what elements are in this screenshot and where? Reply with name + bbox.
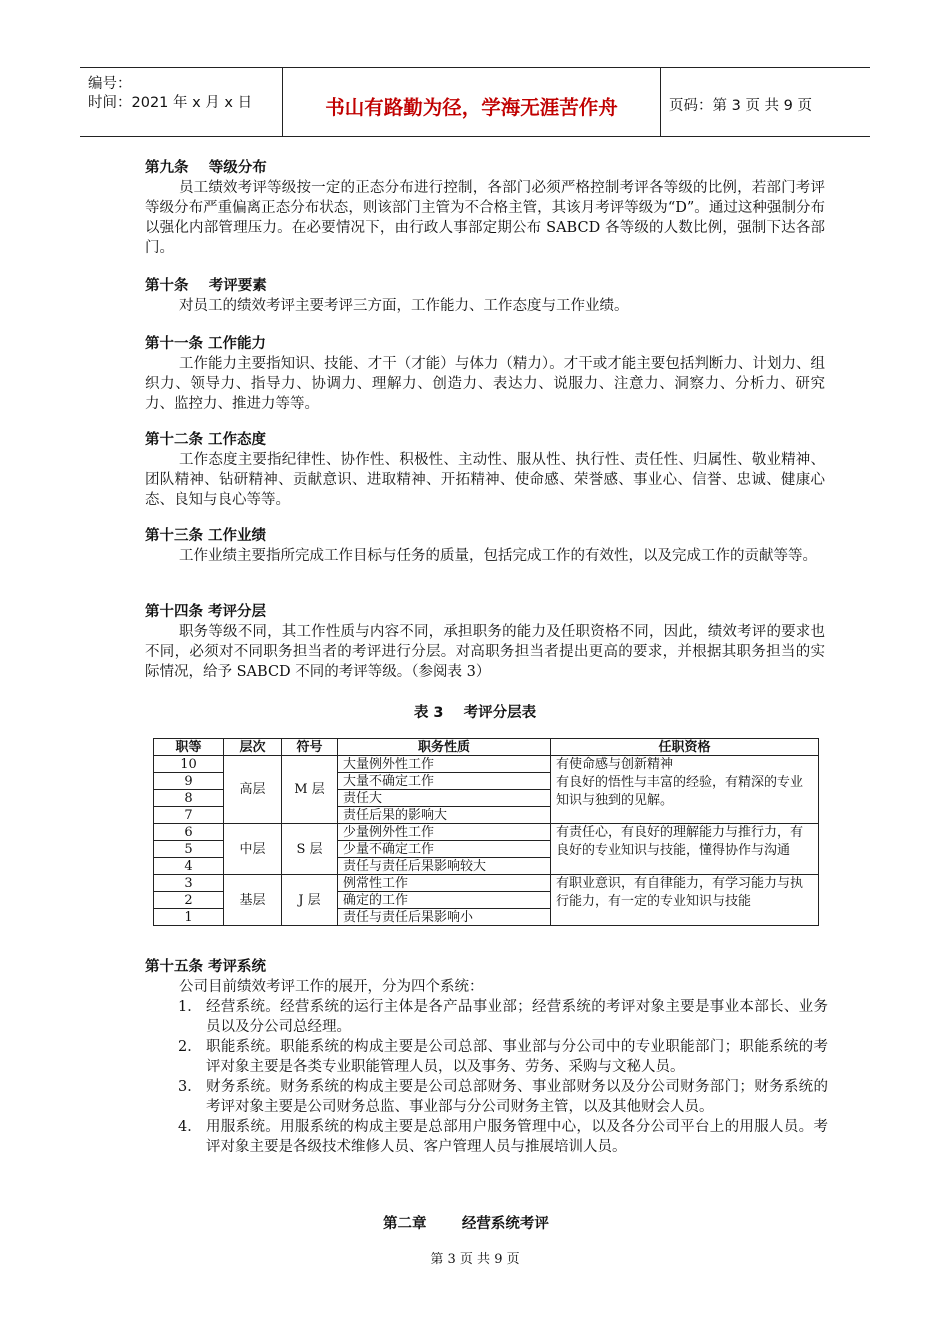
grade-cell: 8 — [154, 790, 224, 807]
list-item-number: 4． — [178, 1119, 202, 1135]
requirement-cell: 有责任心，有良好的理解能力与推行力，有良好的专业知识与技能，懂得协作与沟通 — [551, 824, 819, 875]
article-11 — [145, 334, 825, 414]
page-number-label: 页码：第 3 页 共 9 页 — [669, 98, 812, 114]
nature-cell: 确定的工作 — [338, 892, 551, 909]
nature-cell: 责任与责任后果影响小 — [338, 909, 551, 926]
article-14-body: 职务等级不同，其工作性质与内容不同，承担职务的能力及任职资格不同，因此，绩效考评的要求也不同，必须对不同职务担当者的考评进行分层。对高职务担当者提出更高的要求，并根据其职务担当的实际情况，给予 SABCD 不同的考评等级。（参阅表 3） — [145, 624, 825, 680]
motto: 书山有路勤为径，学海无涯苦作舟 — [325, 96, 618, 119]
table-title: 表 3 考评分层表 — [413, 705, 537, 721]
list-item-text: 职能系统。职能系统的构成主要是公司总部、事业部与分公司中的专业职能部门；职能系统的考评对象主要是各类专业职能管理人员，以及事务、劳务、采购与文秘人员。 — [206, 1039, 828, 1075]
level-cell: 中层 — [224, 824, 282, 875]
article-10-body: 对员工的绩效考评主要考评三方面，工作能力、工作态度与工作业绩。 — [179, 298, 629, 314]
article-9-title: 第九条 等级分布 — [145, 160, 267, 176]
nature-cell: 大量不确定工作 — [338, 773, 551, 790]
article-9-body: 员工绩效考评等级按一定的正态分布进行控制，各部门必须严格控制考评各等级的比例，若部门考评等级分布严重偏离正态分布状态，则该部门主管为不合格主管，其该月考评等级为“D”。通过这种强制分布以强化内部管理压力。在必要情况下，由行政人事部定期公布 SABCD 各等级的人数比例，强制下达各部门。 — [145, 180, 825, 256]
article-12-title: 第十二条 工作态度 — [145, 432, 267, 448]
list-item — [178, 1077, 828, 1117]
nature-cell: 责任与责任后果影响较大 — [338, 858, 551, 875]
article-11-body: 工作能力主要指知识、技能、才干（才能）与体力（精力）。才干或才能主要包括判断力、计划力、组织力、领导力、指导力、协调力、理解力、创造力、表达力、说服力、注意力、洞察力、分析力、研究力、监控力、推进力等等。 — [145, 356, 825, 412]
article-13-body: 工作业绩主要指所完成工作目标与任务的质量，包括完成工作的有效性，以及完成工作的贡献等等。 — [179, 548, 817, 564]
table-header-row — [154, 739, 819, 756]
article-15-title: 第十五条 考评系统 — [145, 959, 267, 975]
table-row — [154, 875, 819, 892]
table-header: 符号 — [282, 739, 338, 756]
level-cell: 基层 — [224, 875, 282, 926]
list-item — [178, 1117, 828, 1157]
table-row — [154, 756, 819, 773]
grade-cell: 4 — [154, 858, 224, 875]
nature-cell: 大量例外性工作 — [338, 756, 551, 773]
nature-cell: 责任大 — [338, 790, 551, 807]
list-item-number: 3． — [178, 1079, 202, 1095]
symbol-cell: M 层 — [282, 756, 338, 824]
table-header: 任职资格 — [551, 739, 819, 756]
list-item-number: 2． — [178, 1039, 202, 1055]
nature-cell: 例常性工作 — [338, 875, 551, 892]
grade-cell: 6 — [154, 824, 224, 841]
requirement-cell: 有职业意识，有自律能力，有学习能力与执行能力，有一定的专业知识与技能 — [551, 875, 819, 926]
article-12-body: 工作态度主要指纪律性、协作性、积极性、主动性、服从性、执行性、责任性、归属性、敬业精神、团队精神、钻研精神、贡献意识、进取精神、开拓精神、使命感、荣誉感、事业心、信誉、忠诚、健康心态、良知与良心等等。 — [145, 452, 825, 508]
table-header: 职务性质 — [338, 739, 551, 756]
system-list — [178, 997, 828, 1157]
article-9 — [145, 158, 825, 258]
grade-cell: 10 — [154, 756, 224, 773]
grade-cell: 2 — [154, 892, 224, 909]
time-label: 时间：2021 年 x 月 x 日 — [88, 95, 253, 111]
grade-cell: 5 — [154, 841, 224, 858]
article-15 — [145, 957, 825, 997]
grade-table — [153, 738, 819, 926]
list-item-text: 用服系统。用服系统的构成主要是总部用户服务管理中心，以及各分公司平台上的用服人员。考评对象主要是各级技术维修人员、客户管理人员与推展培训人员。 — [206, 1119, 828, 1155]
table-row — [154, 824, 819, 841]
article-15-body: 公司目前绩效考评工作的展开，分为四个系统： — [179, 979, 484, 995]
requirement-cell: 有使命感与创新精神 有良好的悟性与丰富的经验，有精深的专业知识与独到的见解。 — [551, 756, 819, 824]
article-10-title: 第十条 考评要素 — [145, 278, 267, 294]
article-14-title: 第十四条 考评分层 — [145, 604, 267, 620]
table-header: 职等 — [154, 739, 224, 756]
article-10 — [145, 276, 825, 316]
level-cell: 高层 — [224, 756, 282, 824]
nature-cell: 少量例外性工作 — [338, 824, 551, 841]
page-header — [80, 67, 870, 137]
grade-cell: 1 — [154, 909, 224, 926]
grade-cell: 9 — [154, 773, 224, 790]
header-right-cell — [661, 68, 870, 136]
nature-cell: 少量不确定工作 — [338, 841, 551, 858]
list-item-text: 经营系统。经营系统的运行主体是各产品事业部；经营系统的考评对象主要是事业本部长、业务员以及分公司总经理。 — [206, 999, 828, 1035]
serial-label: 编号： — [88, 76, 132, 92]
page-footer: 第 3 页 共 9 页 — [430, 1252, 520, 1267]
list-item-number: 1． — [178, 999, 202, 1015]
list-item-text: 财务系统。财务系统的构成主要是公司总部财务、事业部财务以及分公司财务部门；财务系统的考评对象主要是公司财务总监、事业部与分公司财务主管，以及其他财会人员。 — [206, 1079, 828, 1115]
symbol-cell: J 层 — [282, 875, 338, 926]
header-center-cell — [283, 68, 661, 136]
table-header: 层次 — [224, 739, 282, 756]
article-13 — [145, 526, 825, 566]
article-13-title: 第十三条 工作业绩 — [145, 528, 267, 544]
article-14 — [145, 602, 825, 682]
nature-cell: 责任后果的影响大 — [338, 807, 551, 824]
header-left-cell — [80, 68, 283, 136]
article-12 — [145, 430, 825, 510]
grade-cell: 3 — [154, 875, 224, 892]
symbol-cell: S 层 — [282, 824, 338, 875]
list-item — [178, 1037, 828, 1077]
list-item — [178, 997, 828, 1037]
chapter-heading: 第二章 经营系统考评 — [383, 1216, 549, 1232]
grade-cell: 7 — [154, 807, 224, 824]
article-11-title: 第十一条 工作能力 — [145, 336, 267, 352]
